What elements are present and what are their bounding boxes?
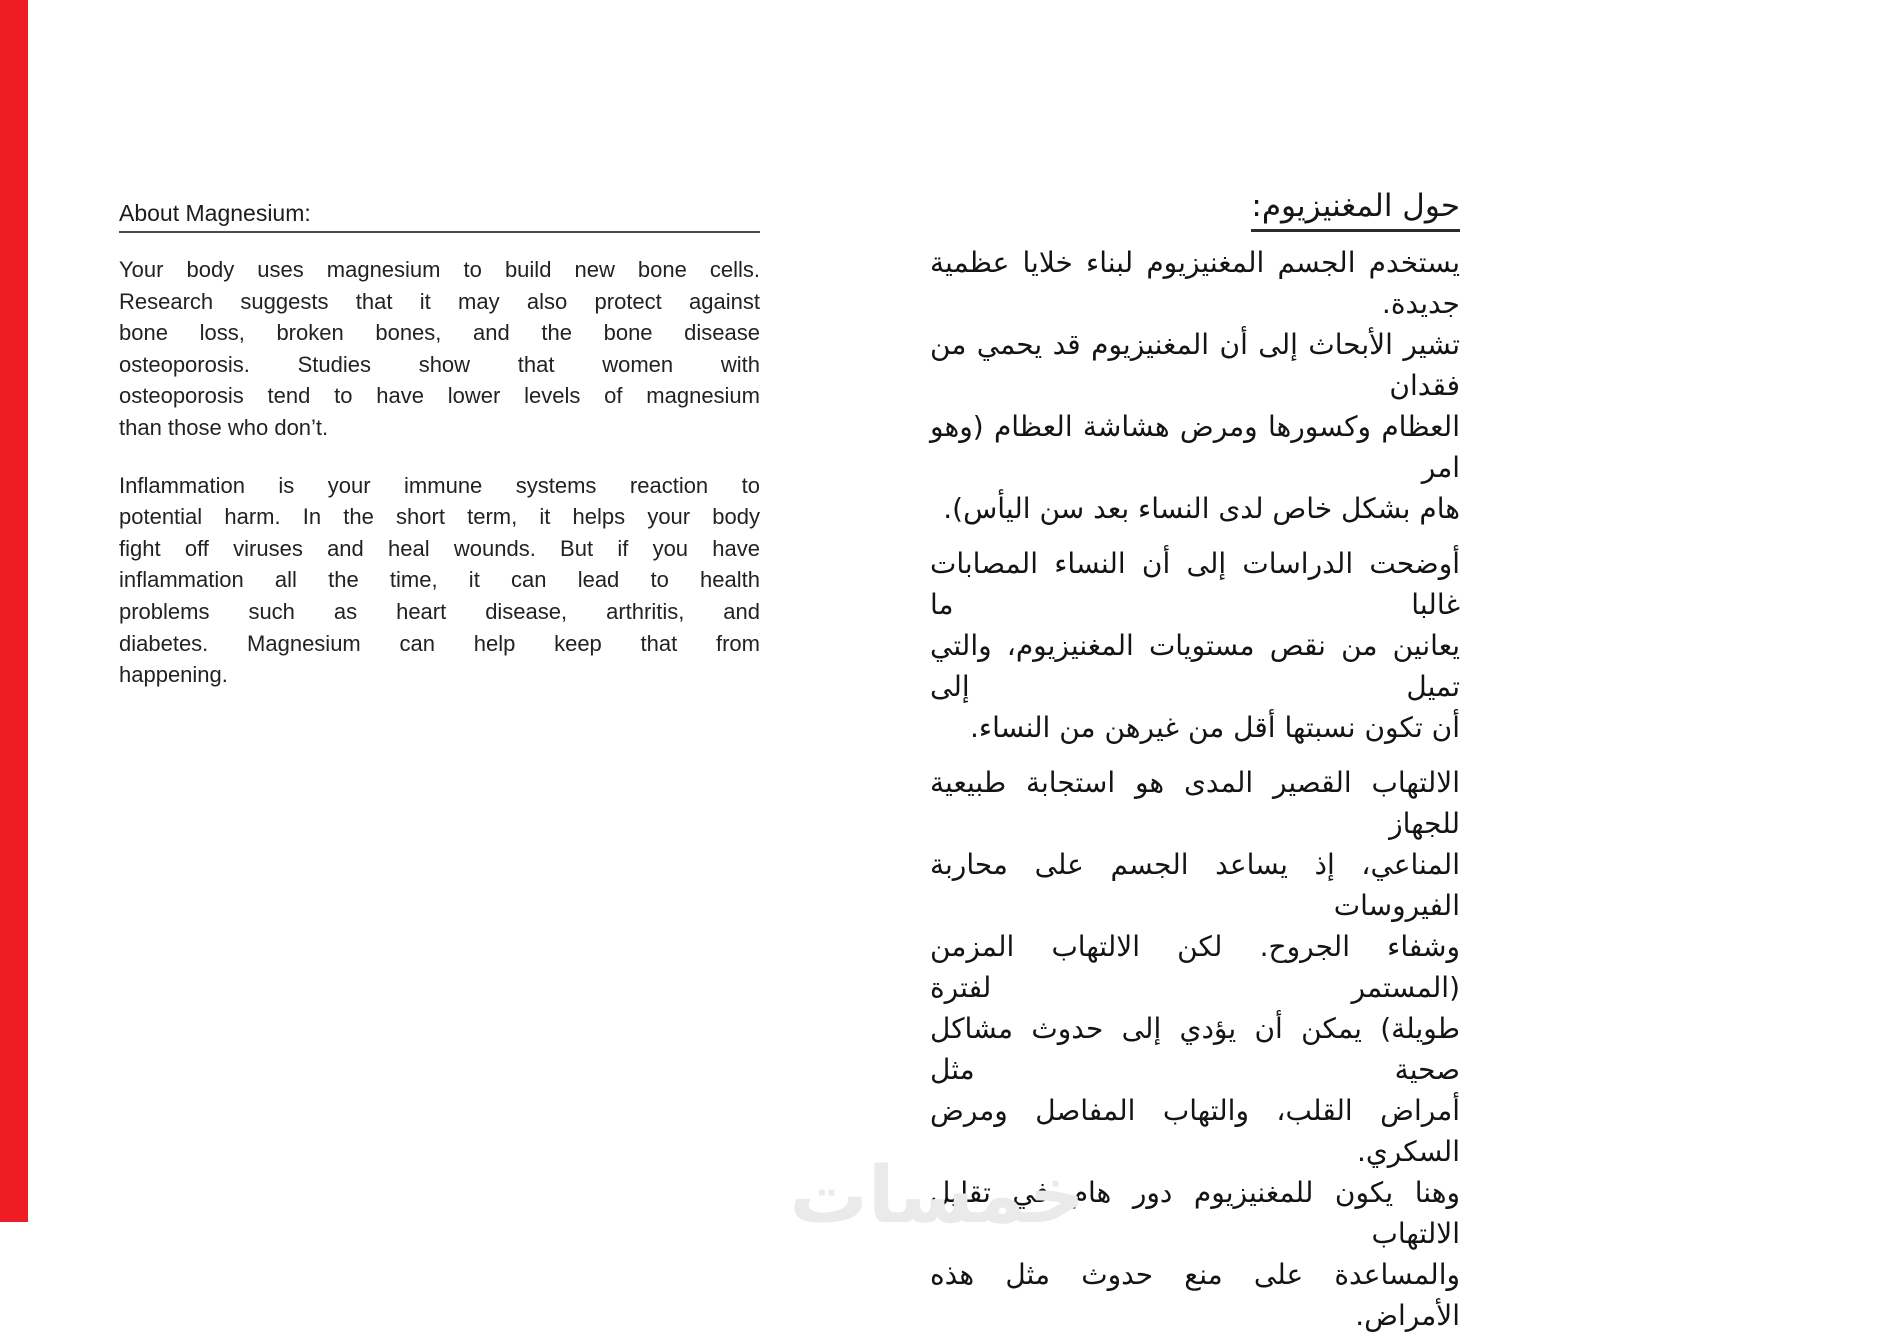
arabic-paragraph-3 [930,762,1460,1336]
english-paragraph-2 [119,470,760,691]
arabic-text-line: يعانين من نقص مستويات المغنيزيوم، والتي تميل إلى [930,629,1460,703]
arabic-heading-row [930,186,1460,232]
english-text-line: osteoporosis tend to have lower levels of magnesium [119,383,760,409]
arabic-heading: حول المغنيزيوم: [1251,186,1460,232]
arabic-text-line: طويلة) يمكن أن يؤدي إلى حدوث مشاكل صحية مثل [930,1012,1460,1086]
arabic-text-line: المناعي، إذ يساعد الجسم على محاربة الفيروسات [930,848,1460,922]
arabic-text-line: هام بشكل خاص لدى النساء بعد سن اليأس). [943,492,1460,525]
khamsat-watermark-logo: خمسات [789,1151,1085,1241]
arabic-text-line: أن تكون نسبتها أقل من غيرهن من النساء. [970,711,1460,744]
english-text-line: bone loss, broken bones, and the bone disease [119,320,760,346]
arabic-text-line: وهنا يكون للمغنيزيوم دور هام في تقليل الالتهاب [930,1176,1460,1250]
english-text-line: problems such as heart disease, arthritis, and [119,598,760,624]
english-heading: About Magnesium: [119,200,760,233]
english-text-line: Inflammation is your immune systems reaction to [119,472,760,498]
arabic-paragraph-1 [930,242,1460,529]
arabic-text-line: وشفاء الجروح. لكن الالتهاب المزمن (المستمر لفترة [930,930,1460,1004]
english-text-line: potential harm. In the short term, it helps your body [119,504,760,530]
english-text-line: Research suggests that it may also protect against [119,288,760,314]
arabic-text-line: أمراض القلب، والتهاب المفاصل ومرض السكري. [930,1094,1460,1168]
english-text-line: inflammation all the time, it can lead to health [119,567,760,593]
english-text-line: osteoporosis. Studies show that women with [119,351,760,377]
arabic-text-line: الالتهاب القصير المدى هو استجابة طبيعية للجهاز [930,766,1460,840]
arabic-text-line: العظام وكسورها ومرض هشاشة العظام (وهو امر [930,410,1460,484]
english-text-line: diabetes. Magnesium can help keep that from [119,630,760,656]
arabic-text-line: أوضحت الدراسات إلى أن النساء المصابات غالبا ما [930,547,1460,621]
left-accent-bar [0,0,28,1222]
english-text-line: happening. [119,662,228,688]
english-section [119,200,760,691]
english-text-line: than those who don’t. [119,414,329,440]
arabic-paragraph-2 [930,543,1460,748]
arabic-text-line: يستخدم الجسم المغنيزيوم لبناء خلايا عظمية جديدة. [930,246,1460,320]
arabic-text-line: والمساعدة على منع حدوث مثل هذه الأمراض. [930,1258,1460,1332]
english-text-line: fight off viruses and heal wounds. But if you have [119,535,760,561]
english-text-line: Your body uses magnesium to build new bone cells. [119,257,760,282]
arabic-text-line: تشير الأبحاث إلى أن المغنيزيوم قد يحمي من فقدان [930,328,1460,402]
english-paragraph-1 [119,254,760,444]
